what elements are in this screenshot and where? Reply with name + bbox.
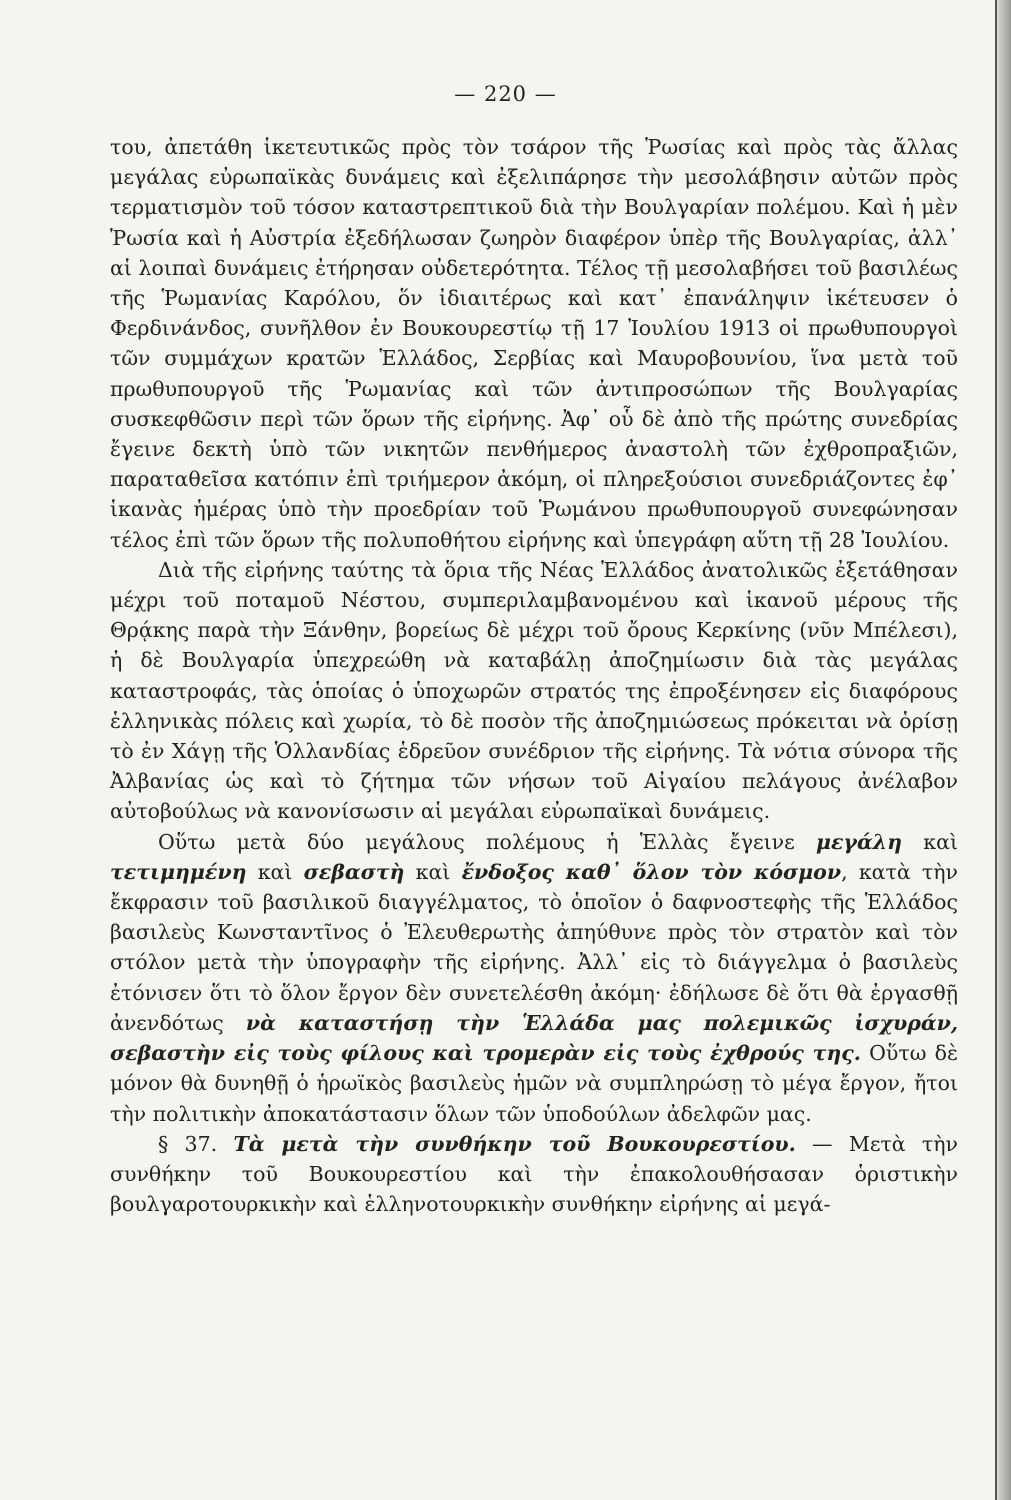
emphasis-run: ἔνδοξος καθ᾽ ὅλον τὸν κόσμον bbox=[461, 859, 842, 884]
page-number: — 220 — bbox=[454, 82, 557, 106]
section-title: Τὰ μετὰ τὴν συνθήκην τοῦ Βουκουρεστίου. bbox=[233, 1131, 796, 1156]
text-run: Οὕτω δὲ μόνον θὰ δυνηθῇ ὁ ἡρωϊκὸς βασιλεὺς ἡμῶν νὰ συμπληρώσῃ τὸ μέγα ἔργον, ἤτοι τὴν πολιτικὴν ἀποκατάστασιν ὅλων τῶν ὑποδούλων ἀδελφῶν μας. bbox=[110, 1041, 958, 1126]
emphasis-run: τετιμημένη bbox=[110, 859, 247, 884]
emphasis-run: μεγάλη bbox=[815, 829, 903, 854]
section-number: § 37. bbox=[158, 1131, 234, 1156]
paragraph-1: του, ἀπετάθη ἱκετευτικῶς πρὸς τὸν τσάρον τῆς Ῥωσίας καὶ πρὸς τὰς ἄλλας μεγάλας εὐρωπαϊκὰς δυνάμεις καὶ ἐξελιπάρησε τὴν μεσολάβησιν αὐτῶν πρὸς τερματισμὸν τοῦ τόσον καταστρεπτικοῦ διὰ τὴν Βουλγαρίαν πολέμου. Καὶ ἡ μὲν Ῥωσία καὶ ἡ Αὐστρία ἐξεδήλωσαν ζωηρὸν διαφέρον ὑπὲρ τῆς Βουλγαρίας, ἀλλ᾽ αἱ λοιπαὶ δυνάμεις ἐτήρησαν οὐδετερότητα. Τέλος τῇ μεσολαβήσει τοῦ βασιλέως τῆς Ῥωμανίας Καρόλου, ὅν ἰδιαιτέρως καὶ κατ᾽ ἐπανάληψιν ἱκέτευσεν ὁ Φερδινάνδος, συνῆλθον ἐν Βουκουρεστίῳ τῇ 17 Ἰουλίου 1913 οἱ πρωθυπουργοὶ τῶν συμμάχων κρατῶν Ἑλλάδος, Σερβίας καὶ Μαυροβουνίου, ἵνα μετὰ τοῦ πρωθυπουργοῦ τῆς Ῥωμανίας καὶ τῶν ἀντιπροσώπων τῆς Βουλγαρίας συσκεφθῶσιν περὶ τῶν ὅρων τῆς εἰρήνης. Ἀφ᾽ οὗ δὲ ἀπὸ τῆς πρώτης συνεδρίας ἔγεινε δεκτὴ ὑπὸ τῶν νικητῶν πενθήμερος ἀναστολὴ τῶν ἐχθροπραξιῶν, παραταθεῖσα κατόπιν ἐπὶ τριήμερον ἀκόμη, οἱ πληρεξούσιοι συνεδριάζοντες ἐφ᾽ ἱκανὰς ἡμέρας ὑπὸ τὴν προεδρίαν τοῦ Ῥωμάνου πρωθυπουργοῦ συνεφώνησαν τέλος ἐπὶ τῶν ὅρων τῆς πολυποθήτου εἰρήνης καὶ ὑπεγράφη αὕτη τῇ 28 Ἰουλίου. bbox=[110, 135, 958, 552]
text-run: Οὕτω μετὰ δύο μεγάλους πολέμους ἡ Ἑλλὰς ἔγεινε bbox=[158, 829, 816, 854]
paragraph-2: Διὰ τῆς εἰρήνης ταύτης τὰ ὅρια τῆς Νέας Ἑλλάδος ἀνατολικῶς ἐξετάθησαν μέχρι τοῦ ποταμοῦ Νέστου, συμπεριλαμβανομένου καὶ ἱκανοῦ μέρους τῆς Θρᾴκης παρὰ τὴν Ξάνθην, βορείως δὲ μέχρι τοῦ ὄρους Κερκίνης (νῦν Μπέλεσι), ἡ δὲ Βουλγαρία ὑπεχρεώθη νὰ καταβάλῃ ἀποζημίωσιν διὰ τὰς μεγάλας καταστροφάς, τὰς ὁποίας ὁ ὑποχωρῶν στρατός της ἐπροξένησεν εἰς διαφόρους ἑλληνικὰς πόλεις καὶ χωρία, τὸ δὲ ποσὸν τῆς ἀποζημιώσεως πρόκειται νὰ ὁρίσῃ τὸ ἐν Χάγῃ τῆς Ὁλλανδίας ἑδρεῦον συνέδριον τῆς εἰρήνης. Τὰ νότια σύνορα τῆς Ἀλβανίας ὡς καὶ τὸ ζήτημα τῶν νήσων τοῦ Αἰγαίου πελάγους ἀνέλαβον αὐτοβούλως νὰ κανονίσωσιν αἱ μεγάλαι εὐρωπαϊκαὶ δυνάμεις. bbox=[110, 557, 958, 824]
section-37-paragraph bbox=[110, 1129, 958, 1220]
emphasis-run: σεβαστὴ bbox=[303, 859, 405, 884]
page-edge bbox=[997, 0, 1011, 1500]
text-run: , κατὰ τὴν ἔκφρασιν τοῦ βασιλικοῦ διαγγέλματος, τὸ ὁποῖον ὁ δαφνοστεφὴς τῆς Ἑλλάδος βασιλεὺς Κωνσταντῖνος ὁ Ἐλευθερωτὴς ἀπηύθυνε πρὸς τὸν στρατὸν καὶ τὸν στόλον μετὰ τὴν ὑπογραφὴν τῆς εἰρήνης. Ἀλλ᾽ εἰς τὸ διάγγελμα ὁ βασιλεὺς ἐτόνισεν ὅτι τὸ ὅλον ἔργον δὲν συνετελέσθη ἀκόμη· ἐδήλωσε δὲ ὅτι θὰ ἐργασθῇ ἀνενδότως bbox=[110, 859, 958, 1035]
paragraph-3 bbox=[110, 827, 958, 1129]
text-run: καὶ bbox=[404, 859, 462, 884]
body-text bbox=[110, 132, 958, 1219]
text-run: — Μετὰ τὴν συνθήκην τοῦ Βουκουρεστίου καὶ τὴν ἐπακολουθήσασαν ὁριστικὴν βουλγαροτουρκικὴν καὶ ἑλληνοτουρκικὴν συνθήκην εἰρήνης αἱ μεγά- bbox=[110, 1131, 958, 1217]
emphasis-run: νὰ καταστήσῃ τὴν Ἑλλάδα μας πολεμικῶς ἰσχυράν, σεβαστὴν εἰς τοὺς φίλους καὶ τρομερὰν εἰς τοὺς ἐχθρούς της. bbox=[110, 1010, 958, 1066]
text-run: καὶ bbox=[246, 859, 304, 884]
text-run: καὶ bbox=[902, 829, 958, 854]
